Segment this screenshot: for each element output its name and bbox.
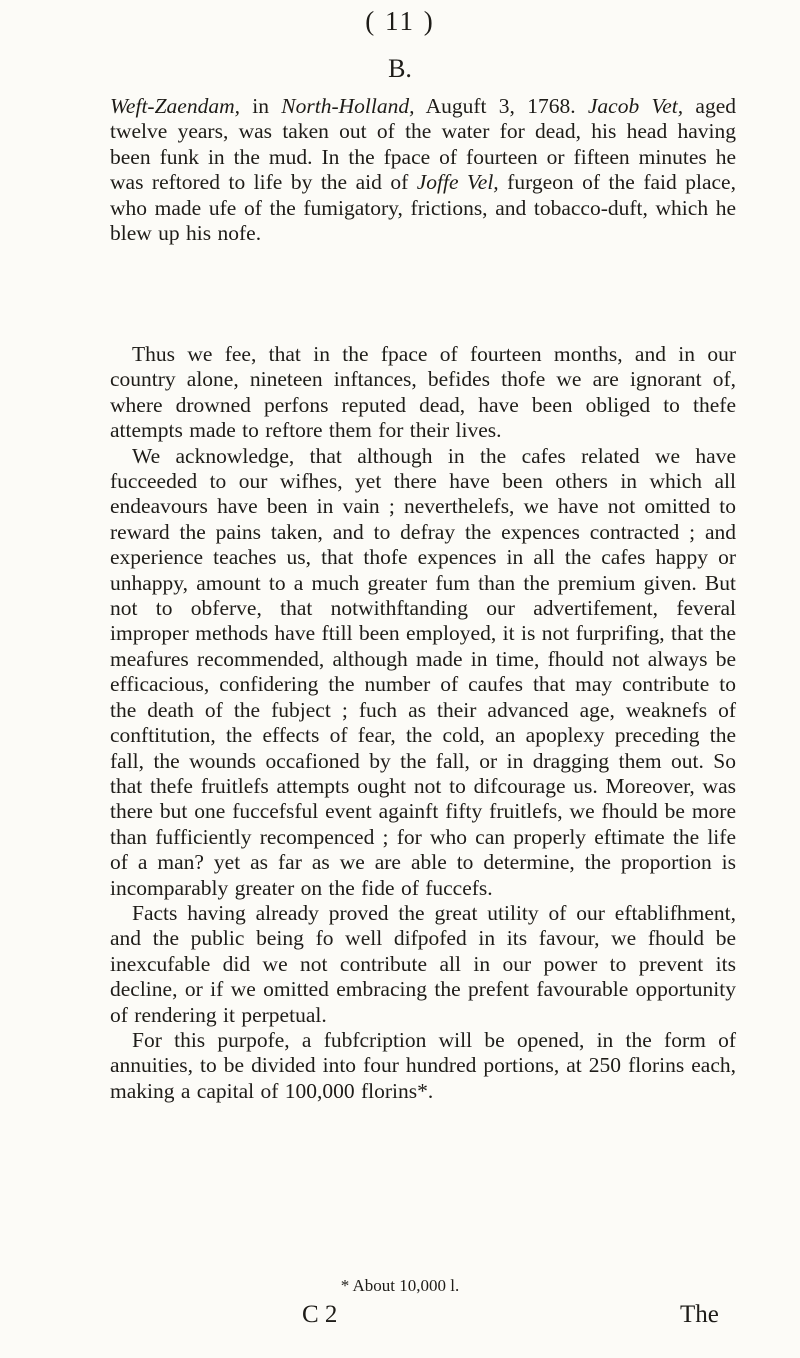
section-letter: B. (388, 54, 412, 83)
paragraph: For this purpofe, a fubfcription will be opened, in the form of annuities, to be divided into four hundred portions, at 250 florins each, making a capital of 100,000 florins*. (110, 1027, 736, 1103)
signature-mark: C 2 (302, 1301, 338, 1328)
entry-surgeon: Joffe Vel, (416, 170, 499, 195)
main-text (110, 342, 736, 1104)
entry-place: Weft-Zaendam, (110, 94, 240, 118)
entry-region: North-Holland, (281, 94, 415, 118)
entry-text-b: aged twelve years, was taken out of the water for dead, his head having been funk in the mud. In the fpace of fourteen or fifteen minutes he was reftored to life by the aid of (110, 94, 736, 195)
entry-person: Jacob Vet, (587, 94, 684, 118)
case-entry (110, 94, 736, 246)
entry-text-c: furgeon of the faid place, who made ufe of the fumigatory, frictions, and tobacco-duft, which he blew up his nofe. (110, 170, 736, 246)
footnote: * About 10,000 l. (340, 1276, 460, 1295)
page-number: ( 11 ) (365, 6, 435, 36)
paragraph: Thus we fee, that in the fpace of fourteen months, and in our country alone, nineteen inftances, befides thofe we are ignorant of, where drowned perfons reputed dead, have been obliged to thefe attempts made to reftore them for their lives. (110, 342, 736, 443)
catchword: The (680, 1301, 719, 1328)
paragraph: Facts having already proved the great utility of our eftablifhment, and the public being fo well difpofed in its favour, we fhould be inexcufable did we not contribute all in our power to prevent its decline, or if we omitted embracing the prefent favourable opportunity of rendering it perpetual. (110, 900, 736, 1027)
entry-connector: in (240, 94, 282, 118)
entry-date-text: Auguft 3, 1768. (414, 94, 588, 118)
paragraph: We acknowledge, that although in the cafes related we have fucceeded to our wifhes, yet there have been others in which all endeavours have been in vain ; neverthelefs, we have not omitted to reward the pains taken, and to defray the expences contracted ; and experience teaches us, that thofe expences in all the cafes happy or unhappy, amount to a much greater fum than the premium given. But not to obferve, that notwithftanding our advertifement, feveral improper methods have ftill been employed, it is not furprifing, that the meafures recommended, although made in time, fhould not always be efficacious, confidering the number of caufes that may contribute to the death of the fubject ; fuch as their advanced age, weaknefs of conftitution, the effects of fear, the cold, an apoplexy preceding the fall, the wounds occafioned by the fall, or in dragging them out. So that thefe fruitlefs attempts ought not to difcourage us. Moreover, was there but one fuccefsful event againft fifty fruitlefs, we fhould be more than fufficiently recompenced ; for who can properly eftimate the life of a man? yet as far as we are able to determine, the proportion is incomparably greater on the fide of fuccefs. (110, 443, 736, 900)
